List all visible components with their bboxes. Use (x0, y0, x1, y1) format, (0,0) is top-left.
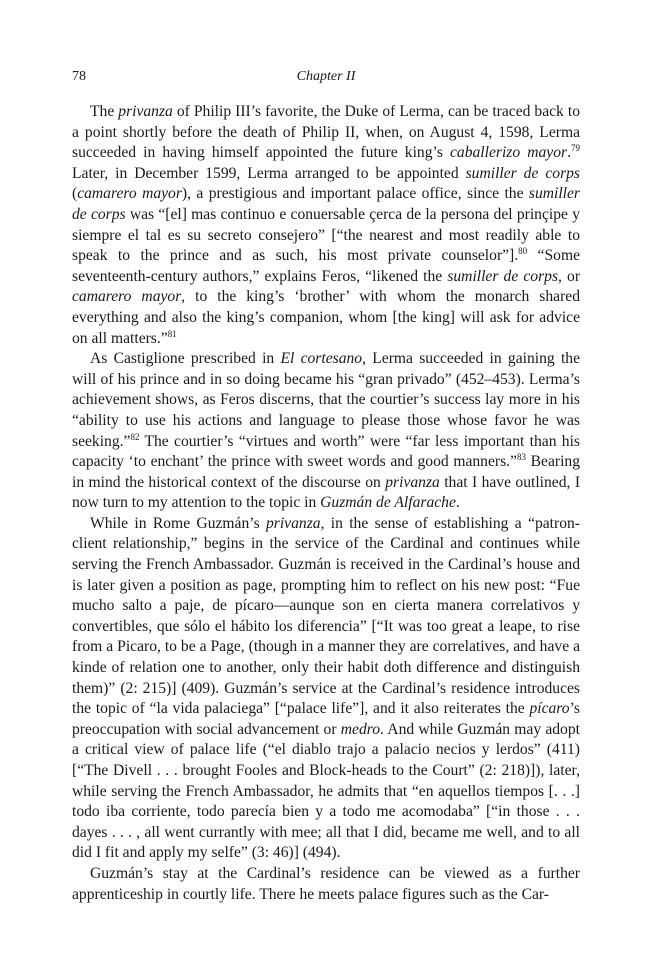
paragraph-3 (72, 514, 580, 864)
footnote-ref: 83 (516, 451, 526, 462)
paragraph-4 (72, 864, 580, 905)
page-number: 78 (72, 69, 86, 84)
text-run: ’s preoccupation with social advancement or (72, 700, 580, 738)
italic-run: privanza (118, 103, 173, 120)
text-run: As Castiglione prescribed in (90, 350, 281, 368)
footnote-ref: 79 (570, 143, 580, 153)
italic-run: sumiller de corps (72, 185, 581, 223)
footnote-ref: 82 (130, 431, 140, 442)
footnote-ref: 81 (167, 328, 177, 339)
footnote-ref: 80 (518, 245, 528, 256)
text-run: , in the sense of establishing a “patron-client relationship,” begins in the service of the Cardinal and continues while serving the French Ambassador. Guzmán is received in the Cardinal’s house and is later given a position as page, prompting him to reflect on his new post: “Fue mucho salto a paje, de pícaro—aunque son en cierta manera correlativos y convertibles, que sólo el hábito los diferencia” [“It was too great a leape, to rise from a Picaro, to be a Page, (though in a manner they are correlatives, and have a kinde of relation one to another, only their habit doth difference and distinguish them)” (2: 215)] (409). Guzmán’s service at the Cardinal’s residence introduces the topic of “la vida palaciega” [“palace life”], and it also reiterates the (72, 514, 580, 718)
text-run: The courtier’s “virtues and worth” were “far less important than his capacity ‘to enchant’ the prince with sweet words and good manners.” (72, 432, 580, 471)
text-run: . (567, 144, 571, 162)
italic-run: El cortesano (280, 350, 363, 368)
text-run: , to the king’s ‘brother’ with whom the monarch shared everything and also the king’s companion, whom [the king] will ask for advice on all matters.” (72, 288, 580, 347)
italic-run: medro (340, 720, 381, 738)
text-run: , or (558, 267, 581, 285)
italic-run: caballerizo mayor (449, 144, 568, 162)
text-run: While in Rome Guzmán’s (90, 514, 266, 532)
text-run: was “[el] mas continuo e conuersable çerca de la persona del prinçipe y siempre el tal es su secreto consejero” [“the nearest and most readily able to speak to the prince and as such, his most private counselor”]. (72, 205, 580, 265)
text-run: Bearing in mind the historical context of the discourse on (72, 453, 580, 491)
text-run: ), a prestigious and important palace office, since the (181, 185, 529, 203)
italic-run: camarero mayor (77, 185, 182, 203)
text-run: ( (72, 185, 78, 203)
body-text (72, 102, 580, 905)
italic-run: sumiller de corps (447, 267, 559, 285)
text-run: that I have outlined, I now turn to my attention to the topic in (72, 473, 581, 512)
text-run: . (455, 494, 460, 512)
text-run: . And while Guzmán may adopt a critical view of palace life (“el diablo trajo a palacio necios y lerdos” (411) [“The Divell . . . brought Fooles and Block-heads to the Court” (2: 218)]), later, while serving the French Ambassador, he admits that “en aquellos tiempos [. . .] todo iba corriente, todo parecía bien y a todo me acomodaba” [“in those . . . dayes . . . , all went currantly with mee; all that I did, became me well, and to all did I fit and apply my selfe” (3: 46)] (494). (72, 720, 580, 862)
text-run: The (90, 103, 119, 120)
running-head (72, 68, 580, 86)
italic-run: sumiller de corps (465, 164, 581, 182)
italic-run: Guzmán de Alfarache (320, 494, 456, 512)
italic-run: pícaro (529, 700, 570, 718)
text-run: of Philip III’s favorite, the Duke of Lerma, can be traced back to a point shortly before the death of Philip II, when, on August 4, 1598, Lerma succeeded in having himself appointed the future king’s (72, 103, 580, 162)
chapter-title: Chapter II (296, 69, 356, 84)
paragraph-2 (72, 349, 580, 514)
text-run: Guzmán’s stay at the Cardinal’s residence can be viewed as a further apprenticeship in courtly life. There he meets palace figures such as the Car- (72, 864, 580, 903)
italic-run: privanza (265, 514, 321, 532)
text-run: , Lerma succeeded in gaining the will of his prince and in so doing became his “gran privado” (452–453). Lerma’s achievement shows, as Feros discerns, that the courtier’s success lay more in his “ability to use his actions and language to please those whose favor he was seeking.” (72, 350, 580, 450)
text-run: “Some seventeenth-century authors,” explains Feros, “likened the (72, 247, 581, 285)
italic-run: privanza (385, 473, 440, 491)
italic-run: camarero mayor (72, 288, 182, 306)
paragraph-1 (72, 102, 580, 349)
text-run: Later, in December 1599, Lerma arranged to be appointed (72, 164, 466, 182)
